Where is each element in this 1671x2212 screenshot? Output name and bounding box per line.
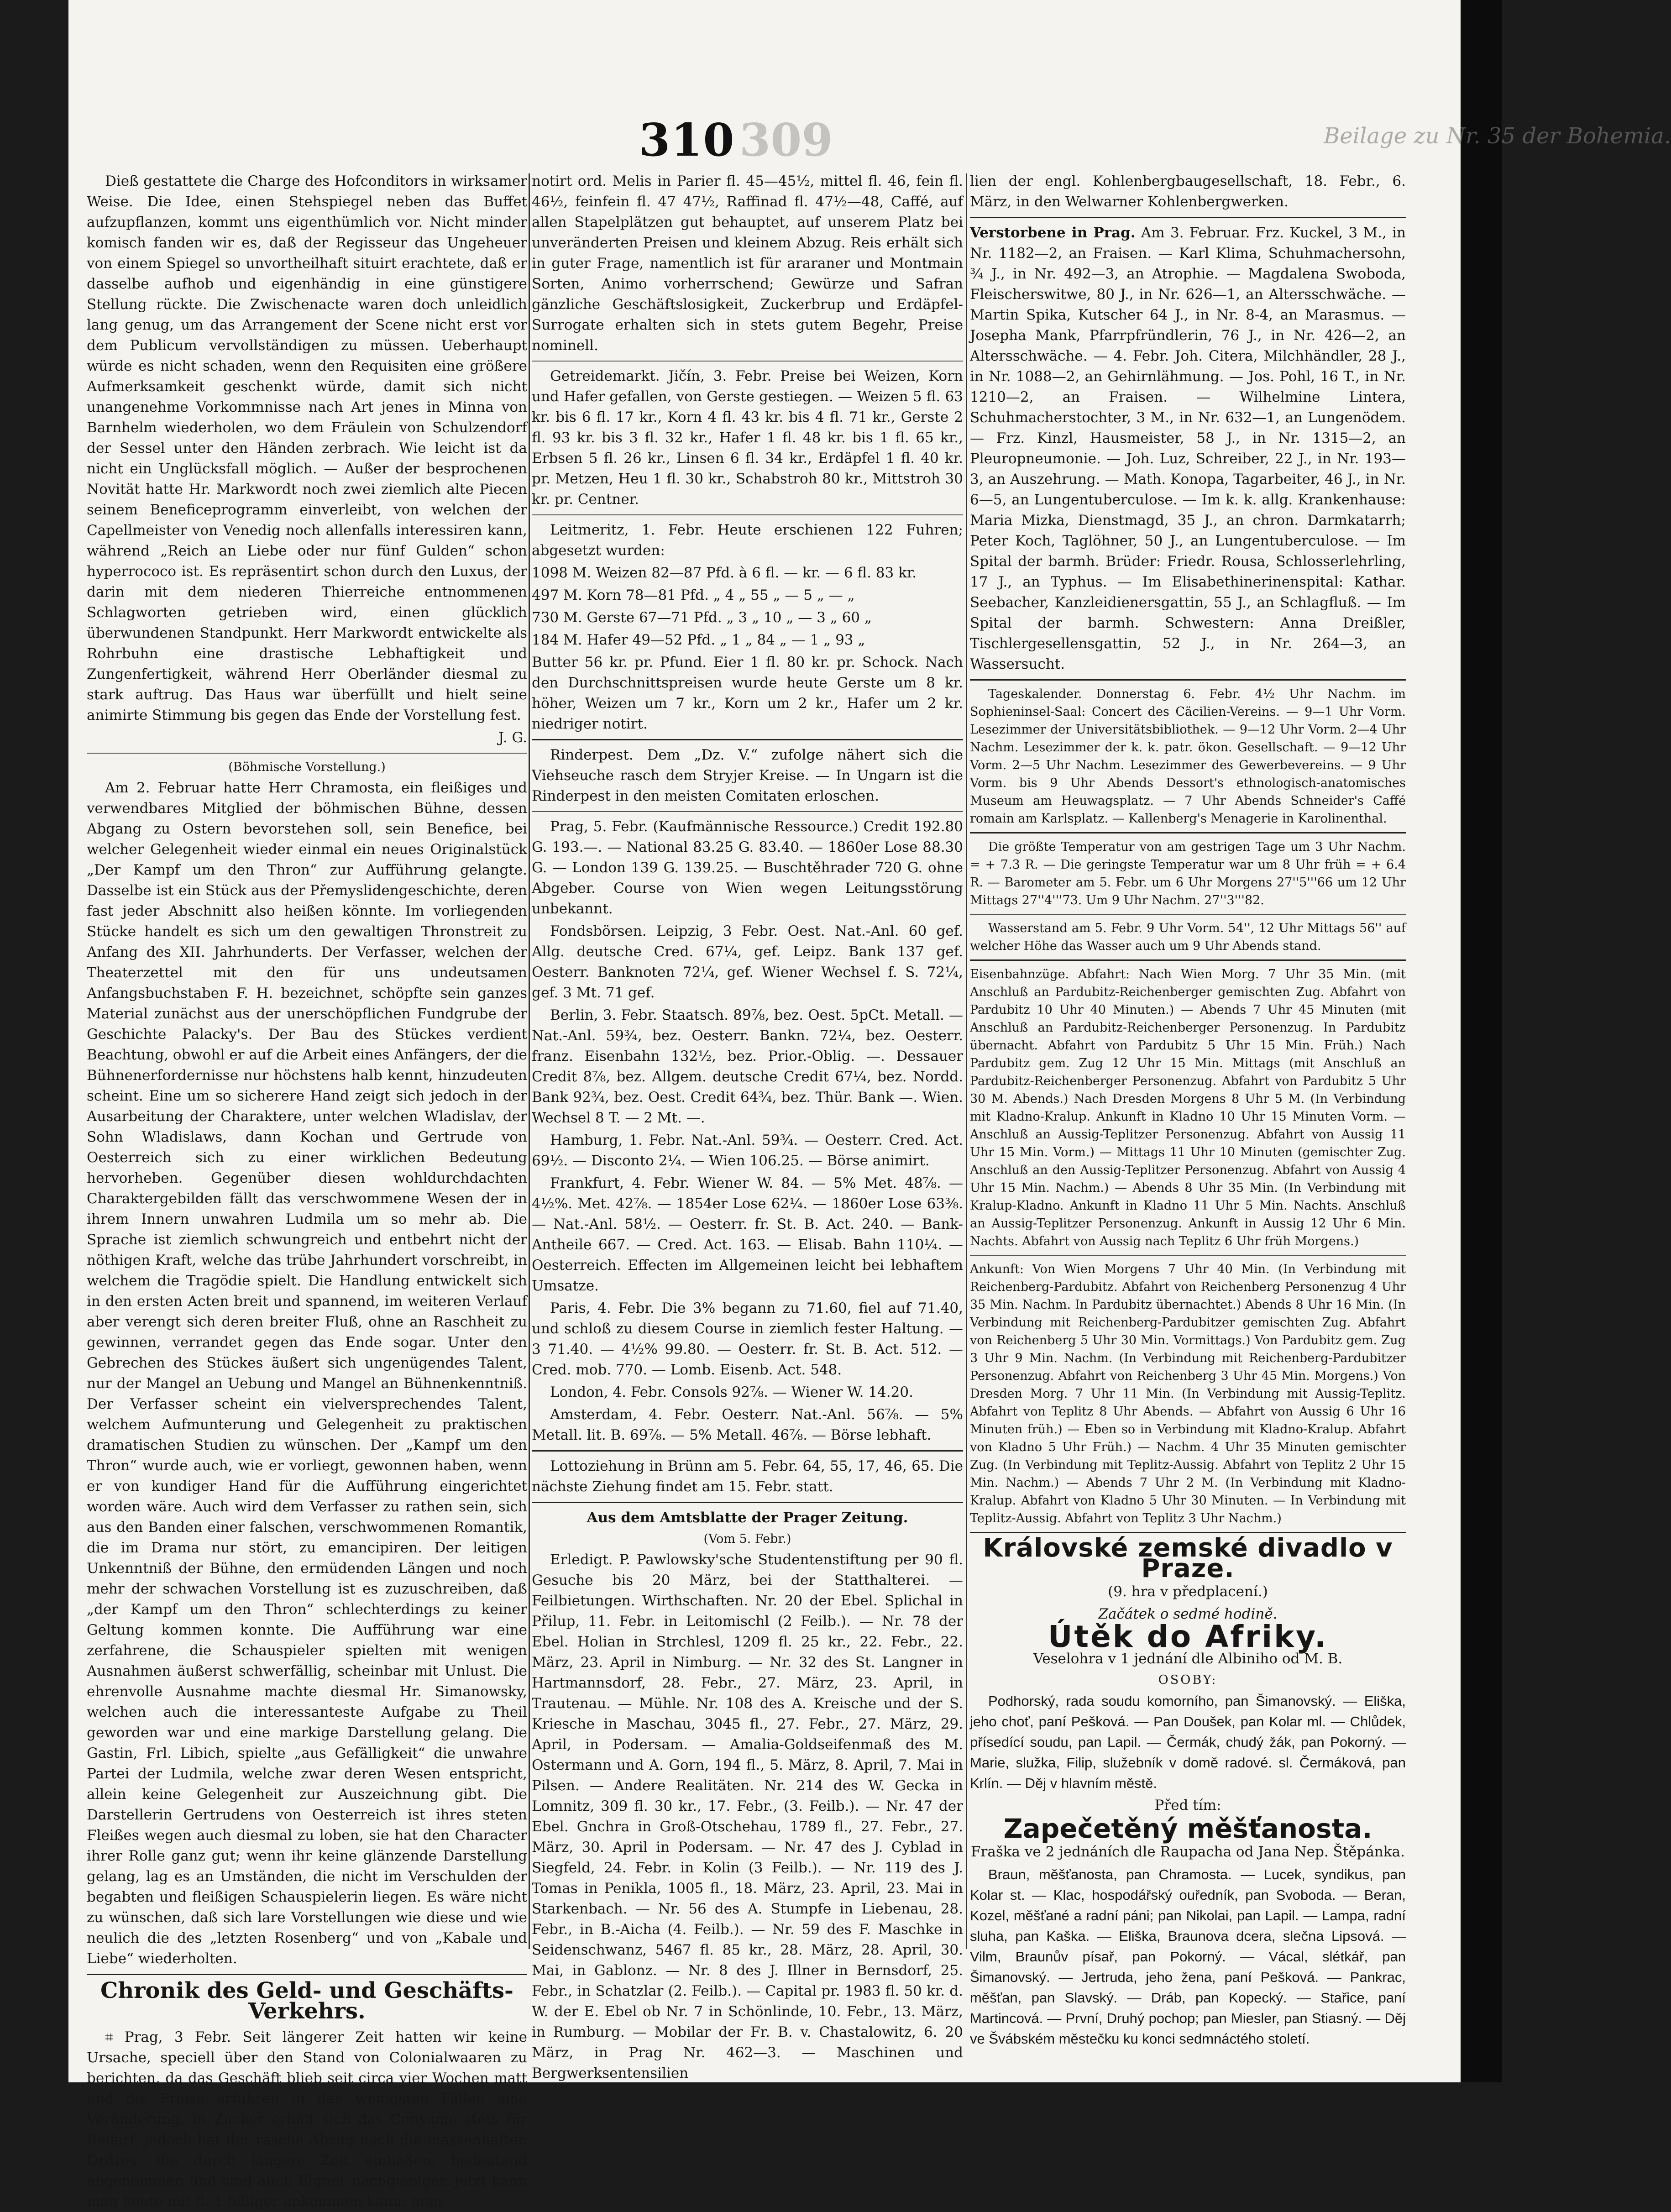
eisenbahn-abfahrt: Eisenbahnzüge. Abfahrt: Nach Wien Morg. 7 Uhr 35 Min. (mit Anschluß an Pardubitz-Reichenberger gemischten Zug. Abfahrt von Pardubitz 10 Uhr 40 Minuten.) — Abends 7 Uhr 45 Minuten (mit Anschluß an Pardubitz-Reichenberger Personenzug. In Pardubitz übernacht. Abfahrt von Pardubitz 5 Uhr 15 Min. Früh.) Nach Pardubitz gem. Zug 12 Uhr 15 Min. Mittags (mit Anschluß an Pardubitz-Reichenberger Personenzug. Abfahrt von Pardubitz 5 Uhr 30 M. Abends.) Nach Dresden Morgens 8 Uhr 5 M. (In Verbindung mit Kladno-Kralup. Ankunft in Kladno 10 Uhr 15 Minuten Vorm. — Anschluß an Aussig-Teplitzer Personenzug. Abfahrt von Aussig 11 Uhr 15 Min. Vorm.) — Mittags 11 Uhr 10 Minuten (gemischter Zug. Anschluß an den Aussig-Teplitzer Personenzug. Abfahrt von Aussig 4 Uhr 15 Min. Nachm.) — Abends 8 Uhr 35 Min. (In Verbindung mit Kralup-Kladno. Ankunft in Kladno 11 Uhr 5 Min. Nachts. Anschluß an Aussig-Teplitzer Personenzug. Ankunft in Aussig 12 Uhr 6 Min. Nachts. Abfahrt von Aussig nach Teplitz 6 Uhr früh Morgens.) — [970, 967, 1406, 1248]
verstorbene-text: Am 3. Februar. Frz. Kuckel, 3 M., in Nr. 1182—2, an Fraisen. — Karl Klima, Schuhmachersohn, ¾ J., in Nr. 492—3, an Atrophie. — Magdalena Swoboda, Fleischerswitwe, 80 J., in Nr. 626—1, an Altersschwäche. — Martin Spika, Kutscher 64 J., in Nr. 8-4, an Marasmus. — Josepha Mank, Pfarrpfründlerin, 76 J., in Nr. 426—2, an Altersschwäche. — 4. Febr. Joh. Citera, Milchhändler, 28 J., in Nr. 1088—2, an Gehirnlähmung. — Jos. Pohl, 16 T., in Nr. 1210—2, an Fraisen. — Wilhelmine Lintera, Schuhmacherstochter, 3 M., in Nr. 632—1, an Lungenödem. — Frz. Kinzl, Hausmeister, 58 J., in Nr. 1315—2, an Pleuropneumonie. — Joh. Luz, Schreiber, 22 J., in Nr. 193—3, an Auszehrung. — Math. Konopa, Tagarbeiter, 46 J., in Nr. 6—5, an Lungentuberculose. — Im k. k. allg. Krankenhause: Maria Mizka, Dienstmagd, 35 J., an chron. Darmkatarrh; Peter Koch, Taglöhner, 50 J., an Lungentuberculose. — Im Spital der barmh. Brüder: Friedr. Rousa, Schlosserlehrling, 17 J., an Typhus. — Im Elisabethinerinenspital: Kathar. Seebacher, Kanzleidienersgattin, 55 J., an Schlagfluß. — Im Spital der barmh. Schwestern: Anna Dreißler, Tischlergesellensgattin, 52 J., in Nr. 264—3, an Wassersucht. — [970, 225, 1406, 672]
eisenbahn-ankunft: Ankunft: Von Wien Morgens 7 Uhr 40 Min. (In Verbindung mit Reichenberg-Pardubitz. Abfahrt von Reichenberg Personenzug 4 Uhr 35 Min. Nachm. In Pardubitz übernachtet.) Abends 8 Uhr 16 Min. (In Verbindung mit Reichenberg-Pardubitzer gemischten Zug. Abfahrt von Reichenberg 5 Uhr 30 Min. Vormittags.) Von Pardubitz gem. Zug 3 Uhr 9 Min. Nachm. (In Verbindung mit Reichenberg-Pardubitzer Personenzug. Abfahrt von Reichenberg 3 Uhr 45 Min. Morgens.) Von Dresden Morg. 7 Uhr 11 Min. (In Verbindung mit Aussig-Teplitz. Abfahrt von Teplitz 8 Uhr Abends. — Abfahrt von Aussig 6 Uhr 16 Minuten früh.) — Eben so in Verbindung mit Kladno-Kralup. Abfahrt von Kladno 5 Uhr Früh.) — Nachm. 4 Uhr 35 Minuten gemischter Zug. (In Verbindung mit Teplitz-Aussig. Abfahrt von Teplitz 2 Uhr 15 Min. Nachm.) — Abends 7 Uhr 2 M. (In Verbindung mit Kladno-Kralup. Abfahrt von Kladno 5 Uhr 30 Minuten. — In Verbindung mit Teplitz-Aussig. Abfahrt von Teplitz 3 Uhr Nachm.) — [970, 1262, 1406, 1525]
divider — [970, 1255, 1406, 1256]
market-paragraph: Butter 56 kr. pr. Pfund. Eier 1 fl. 80 kr. pr. Schock. Nach den Durchschnittspreisen wurde heute Gerste um 8 kr. höher, Weizen um 7 kr., Korn um 2 kr., Hafer um 2 kr. niedriger notirt. — [532, 654, 963, 732]
theatre-title: Královské zemské divadlo v Praze. — [983, 1533, 1393, 1583]
exchange-paragraph: Amsterdam, 4. Febr. Oesterr. Nat.-Anl. 56⅞. — 5% Metall. lit. B. 69⅞. — 5% Metall. 46⅞. — Börse lebhaft. — [532, 1406, 963, 1443]
amtsblatt-title: Aus dem Amtsblatte der Prager Zeitung. — [587, 1510, 908, 1526]
divider — [970, 679, 1406, 681]
divider — [87, 753, 527, 754]
column-1 — [87, 171, 527, 2210]
market-row: 497 M. Korn 78—81 Pfd. „ 4 „ 55 „ — 5 „ — „ — [532, 587, 855, 603]
exchange-paragraph: Paris, 4. Febr. Die 3% begann zu 71.60, fiel auf 71.40, und schloß zu diesem Course in ziemlich fester Haltung. — 3 71.40. — 4½% 99.80. — Oesterr. fr. St. B. Act. 512. — Cred. mob. 770. — Lomb. Eisenb. Act. 548. — [532, 1300, 963, 1378]
verstorbene-title: Verstorbene in Prag. — [970, 225, 1136, 241]
review-paragraph: Dieß gestattete die Charge des Hofconditors in wirksamer Weise. Die Idee, einen Stehspiegel neben das Buffet aufzupflanzen, kommt uns eigenthümlich vor. Nicht minder komisch fanden wir es, daß der Regisseur das Ungeheuer von einem Spiegel so unvortheilhaft situirt erachtete, daß er dasselbe aufhob und eigenhändig in eine günstigere Stellung rückte. Die Zwischenacte waren doch unleidlich lang genug, um das Arrangement der Scene nicht erst vor dem Publicum vervollständigen zu müssen. Ueberhaupt würde es nicht schaden, wenn den Requisiten eine größere Aufmerksamkeit geschenkt würde, damit sich nicht unangenehme Vorkommnisse nach Art jenes in Minna von Barnhelm wiederholen, wo dem Fräulein von Schulzendorf der Sessel unter den Händen zerbrach. Wie leicht ist da nicht ein Unglücksfall möglich. — Außer der besprochenen Novität hatte Hr. Markwordt noch zwei ziemlich alte Piecen seinem Beneficeprogramm einverleibt, von welchen der Capellmeister von Venedig noch allenfalls interessiren kann, während „Reich an Liebe oder nur fünf Gulden“ schon hyperrococo ist. Es repräsentirt schon durch den Luxus, der darin mit dem niederen Thierreiche entnommenen Schlagworten getrieben wird, einen glücklich überwundenen Standpunkt. Herr Markwordt entwickelte als Rohrbuhn eine drastische Lebhaftigkeit und Zungenfertigkeit, während Herr Oberländer diesmal zu stark auftrug. Das Haus war überfüllt und hielt seine animirte Stimmung bis gegen das Ende der Vorstellung fest. — [87, 173, 527, 723]
play-subtitle: Fraška ve 2 jednáních dle Raupacha od Jana Nep. Štěpánka. — [971, 1844, 1405, 1860]
market-row: 730 M. Gerste 67—71 Pfd. „ 3 „ 10 „ — 3 „ 60 „ — [532, 609, 872, 626]
column-2 — [532, 171, 963, 2081]
exchange-paragraph: London, 4. Febr. Consols 92⅞. — Wiener W. 14.20. — [550, 1384, 913, 1400]
amtsblatt-date: (Vom 5. Febr.) — [703, 1532, 791, 1546]
theatre-start: Začátek o sedmé hodině. — [1098, 1606, 1278, 1622]
market-paragraph: ⌗ Prag, 3 Febr. Seit längerer Zeit hatten wir keine Ursache, speciell über den Stand von Colonialwaaren zu berichten, da das Geschäft blieb seit circa vier Wochen matt und die Preise erfuhren in den wenigsten Fällen eine Veränderung. In Zucker erhält sich das Consumo stets für Bedarf, jedoch hat der rasche Abzug nach die massenhaften Ordres, die durch längere Zeit einließen, bedeutend abgenommen und sind auch Eigner nachgiebiger, jetzt kann man heute mit fl. 1 billiger ankommen kann; man — [87, 2029, 527, 2210]
preceding-heading: Před tím: — [1154, 1797, 1221, 1814]
column-3 — [970, 171, 1406, 2056]
market-row: 1098 M. Weizen 82—87 Pfd. à 6 fl. — kr. — 6 fl. 83 kr. — [532, 565, 917, 581]
amtsblatt-text: Erledigt. P. Pawlowsky'sche Studentenstiftung per 90 fl. Gesuche bis 20 März, bei der Statthalterei. — Feilbietungen. Wirthschaften. Nr. 20 der Ebel. Splichal in Přilup, 11. Febr. in Leitomischl (2 Feilb.). — Nr. 78 der Ebel. Holian in Strchlesl, 1209 fl. 25 kr., 22. Febr., 22. März, 23. April in Nimburg. — Nr. 32 des St. Langner in Hartmannsdorf, 28. Febr., 27. März, 23. April, in Trautenau. — Mühle. Nr. 108 des A. Kreische und der S. Kriesche in Maschau, 3045 fl., 27. Febr., 27. März, 29. April, in Podersam. — Amalia-Goldseifenmaß des M. Ostermann und A. Gorn, 194 fl., 5. März, 8. April, 7. Mai in Pilsen. — Andere Realitäten. Nr. 214 des W. Gecka in Lomnitz, 309 fl. 30 kr., 17. Febr., (3. Feilb.). — Nr. 47 der Ebel. Gnchra in Groß-Otschehau, 1789 fl., 27. Febr., 27. März, 30. April in Podersam. — Nr. 47 des J. Cyblad in Siegfeld, 24. Febr. in Kolin (3 Feilb.). — Nr. 119 des J. Tomas in Penikla, 1005 fl., 18. März, 23. April, 23. Mai in Starkenbach. — Nr. 56 des A. Stumpfe in Liebenau, 28. Febr., in B.-Aicha (4. Feilb.). — Nr. 59 des F. Maschke in Seidenschwanz, 5467 fl. 85 kr., 28. März, 28. April, 30. Mai, in Gablonz. — Nr. 8 des J. Illner in Bernsdorf, 25. Febr., in Schatzlar (2. Feilb.). — Capital pr. 1983 fl. 50 kr. d. W. der E. Ebel ob Nr. 7 in Schönlinde, 10. Febr., 13. März, in Rumburg. — Mobilar der Fr. B. v. Chastalowitz, 6. 20 März, in Prag Nr. 462—3. — Maschinen und Bergwerksentensilien — [532, 1552, 963, 2081]
divider — [532, 739, 963, 740]
theatre-subscription: (9. hra v předplacení.) — [1108, 1583, 1268, 1600]
column-divider — [966, 173, 967, 1949]
divider — [532, 1450, 963, 1452]
cast-heading: OSOBY: — [1158, 1673, 1218, 1687]
temperatur: Die größte Temperatur von am gestrigen Tage um 3 Uhr Nachm. = + 7.3 R. — Die geringste Temperatur war um 8 Uhr früh = + 6.4 R. — Barometer am 5. Febr. um 6 Uhr Morgens 27''5'''66 um 12 Uhr Mittags 27''4'''73. Um 9 Uhr Nachm. 27''3'''82. — [970, 840, 1406, 907]
divider — [970, 217, 1406, 218]
wasserstand: Wasserstand am 5. Febr. 9 Uhr Vorm. 54'', 12 Uhr Mittags 56'' auf welcher Höhe das Wasser auch um 9 Uhr Abends stand. — [970, 921, 1406, 953]
divider — [87, 1974, 527, 1975]
market-paragraph: Getreidemarkt. Jičín, 3. Febr. Preise bei Weizen, Korn und Hafer gefallen, von Gerste gestiegen. — Weizen 5 fl. 63 kr. bis 6 fl. 17 kr., Korn 4 fl. 43 kr. bis 4 fl. 71 kr., Gerste 2 fl. 93 kr. bis 3 fl. 32 kr., Hafer 1 fl. 48 kr. bis 1 fl. 65 kr., Erbsen 5 fl. 26 kr., Linsen 6 fl. 34 kr., Erdäpfel 1 fl. 40 kr. pr. Metzen, Heu 1 fl. 30 kr., Schabstroh 80 kr., Mittstroh 30 kr. pr. Centner. — [532, 368, 963, 508]
divider — [970, 832, 1406, 833]
play-subtitle: Veselohra v 1 jednání dle Albiniho od M. B. — [1033, 1651, 1343, 1667]
chronik-title: Chronik des Geld- und Geschäfts-Verkehrs. — [100, 1978, 513, 2024]
exchange-paragraph: Prag, 5. Febr. (Kaufmännische Ressource.) Credit 192.80 G. 193.—. — National 83.25 G. 83.40. — 1860er Lose 88.30 G. — London 139 G. 139.25. — Buschtěhrader 720 G. ohne Abgeber. Course von Wien wegen Leitungsstörung unbekannt. — [532, 818, 963, 917]
cast-list: Podhorský, rada soudu komorního, pan Šimanovský. — Eliška, jeho choť, paní Pešková. — Pan Doušek, pan Kolar ml. — Chlůdek, přísedící soudu, pan Lapil. — Čermák, chudý žák, pan Pokorný. — Marie, služka, Filip, služebník v domě radové. sl. Čermáková, pan Krlín. — Děj v hlavním městě. — [970, 1693, 1406, 1791]
divider — [970, 914, 1406, 915]
divider — [532, 361, 963, 362]
author-signature: J. G. — [498, 729, 527, 746]
divider — [532, 811, 963, 812]
news-paragraph: Rinderpest. Dem „Dz. V.“ zufolge nähert sich die Viehseuche rasch dem Stryjer Kreise. — In Ungarn ist die Rinderpest in den meisten Comitaten erloschen. — [532, 747, 963, 804]
exchange-paragraph: Hamburg, 1. Febr. Nat.-Anl. 59¾. — Oesterr. Cred. Act. 69½. — Disconto 2¼. — Wien 106.25. — Börse animirt. — [532, 1132, 963, 1169]
divider — [532, 1502, 963, 1503]
market-paragraph: Leitmeritz, 1. Febr. Heute erschienen 122 Fuhren; abgesetzt wurden: — [532, 522, 963, 559]
bleed-through-title: Beilage zu Nr. 35 der Bohemia. — [1324, 123, 1671, 149]
exchange-paragraph: Berlin, 3. Febr. Staatsch. 89⅞, bez. Oest. 5pCt. Metall. — Nat.-Anl. 59¾, bez. Oesterr. Bankn. 72¼, bez. Oesterr. franz. Eisenbahn 132½, bez. Prior.-Oblig. —. Dessauer Credit 8⅞, bez. Allgem. deutsche Credit 67¼, bez. Nordd. Bank 92¾, bez. Oest. Credit 64¾, bez. Thür. Bank —. Wien. Wechsel 8 T. — 2 Mt. —. — [532, 1007, 963, 1126]
market-paragraph: notirt ord. Melis in Parier fl. 45—45½, mittel fl. 46, fein fl. 46½, feinfein fl. 47 47½, Raffinad fl. 47½—48, Caffé, auf allen Stapelplätzen gut behauptet, auf unserem Platz bei unveränderten Preisen und kleinem Abzug. Reis erhält sich in guter Frage, namentlich ist für araraner und Montmain Sorten, Animo vorherrschend; Gewürze und Safran gänzliche Geschäftslosigkeit, Zuckerbrup und Erdäpfel-Surrogate erhalten sich in stets gutem Begehr, Preise nominell. — [532, 173, 963, 354]
divider — [532, 514, 963, 515]
exchange-paragraph: Frankfurt, 4. Febr. Wiener W. 84. — 5% Met. 48⅞. — 4½%. Met. 42⅞. — 1854er Lose 62¼. — 1860er Lose 63⅜. — Nat.-Anl. 58½. — Oesterr. fr. St. B. Act. 240. — Bank-Antheile 667. — Cred. Act. 163. — Elisab. Bahn 110¼. — Oesterreich. Effecten im Allgemeinen leicht bei lebhaftem Umsatze. — [532, 1175, 963, 1294]
tageskalender: Tageskalender. Donnerstag 6. Febr. 4½ Uhr Nachm. im Sophieninsel-Saal: Concert des Cäcilien-Vereins. — 9—1 Uhr Vorm. Lesezimmer der Universitätsbibliothek. — 9—12 Uhr Vorm. 2—4 Uhr Nachm. Lesezimmer der k. k. patr. ökon. Gesellschaft. — 9—12 Uhr Vorm. 2—5 Uhr Nachm. Lesezimmer des Gewerbevereins. — 9 Uhr Vorm. bis 9 Uhr Abends Dessort's ethnologisch-anatomisches Museum am Heuwagsplatz. — 7 Uhr Abends Schneider's Caffé romain am Karlsplatz. — Kallenberg's Menagerie in Karolinenthal. — [970, 687, 1406, 826]
page-number: 310 — [639, 114, 735, 167]
cast-list: Braun, měšťanosta, pan Chramosta. — Lucek, syndikus, pan Kolar st. — Klac, hospodářský ouředník, pan Svoboda. — Beran, Kozel, měšťané a radní páni; pan Nikolai, pan Lapil. — Lampa, radní sluha, pan Kaška. — Eliška, Braunova dcera, slečna Lipsová. — Vilm, Braunův písař, pan Pokorný. — Vácal, slétkář, pan Šimanovský. — Jertruda, jeho žena, paní Pešková. — Pankrac, měšťan, pan Slavský. — Dráb, pan Kopecký. — Stařice, paní Martincová. — První, Druhý pochop; pan Miesler, pan Stiasný. — Děj ve Švábském městečku ku konci sedmnáctého století. — [970, 1866, 1406, 2047]
news-paragraph: lien der engl. Kohlenbergbaugesellschaft, 18. Febr., 6. März, in den Welwarner Kohlenbergwerken. — [970, 173, 1406, 210]
play-title: Zapečetěný měšťanosta. — [1003, 1813, 1372, 1844]
scan-edge — [1461, 0, 1502, 2082]
bleed-through-number: 309 — [739, 114, 833, 167]
lotto-paragraph: Lottoziehung in Brünn am 5. Febr. 64, 55, 17, 46, 65. Die nächste Ziehung findet am 15. Febr. statt. — [532, 1458, 963, 1495]
section-heading: (Böhmische Vorstellung.) — [228, 760, 386, 774]
exchange-paragraph: Fondsbörsen. Leipzig, 3 Febr. Oest. Nat.-Anl. 60 gef. Allg. deutsche Cred. 67¼, gef. Leipz. Bank 137 gef. Oesterr. Banknoten 72¼, gef. Wiener Wechsel f. S. 72¼, gef. 3 Mt. 71 gef. — [532, 923, 963, 1001]
column-divider — [529, 173, 530, 1949]
market-row: 184 M. Hafer 49—52 Pfd. „ 1 „ 84 „ — 1 „ 93 „ — [532, 632, 865, 648]
review-paragraph: Am 2. Februar hatte Herr Chramosta, ein fleißiges und verwendbares Mitglied der böhmischen Bühne, dessen Abgang zu Ostern bevorstehen soll, sein Benefice, bei welcher Gelegenheit wieder einmal ein neues Originalstück „Der Kampf um den Thron“ zur Aufführung gelangte. Dasselbe ist ein Stück aus der Přemyslidengeschichte, deren fast jeder Abschnitt also heißen könnte. Im vorliegenden Stücke handelt es sich um den gewaltigen Thronstreit zu Anfang des XII. Jahrhunderts. Der Verfasser, welchen der Theaterzettel mit den für uns undeutsamen Anfangsbuchstaben F. H. bezeichnet, schöpfte sein ganzes Material zunächst aus der unerschöpflichen Fundgrube der Geschichte Palacky's. Der Bau des Stückes verdient Beachtung, obwohl er auf die Arbeit eines Anfängers, der die Bühnenerfordernisse nur höchstens halb kennt, hinzudeuten scheint. Eine um so sicherere Hand zeigt sich jedoch in der Ausarbeitung der Charaktere, unter welchen Wladislav, der Sohn Wladislaws, dann Kochan und Gertrude von Oesterreich sich zu einer wirklichen Bedeutung hervorheben. Gegenüber diesen wohldurchdachten Charaktergebilden fällt das verschwommene Wesen der in ihrem Innern unwahren Ludmila um so mehr ab. Die Sprache ist ziemlich schwungreich und entbehrt nicht der nöthigen Kraft, welche das trübe Jahrhundert vorschreibt, in welchem die Tragödie spielt. Die Handlung entwickelt sich in den ersten Acten breit und spannend, im weiteren Verlauf aber verengt sich deren breiter Fluß, ohne an Raschheit zu gewinnen, verrandet gegen das Ende sogar. Unter den Gebrechen des Stückes äußert sich ungenügendes Talent, nur der Mangel an Uebung und Mangel an Bühnenkenntniß. Der Verfasser scheint ein vielversprechendes Talent, welchem Aufmunterung und Gelegenheit zu praktischen dramatischen Studien zu wünschen. Der „Kampf um den Thron“ wurde auch, wie er vorliegt, gewonnen haben, wenn er von kundiger Hand für die Aufführung eingerichtet worden wäre. Auch wird dem Verfasser zu rathen sein, sich aus den Banden einer falschen, verschwommenen Romantik, die im Drama nur stört, zu emancipiren. Der leitigen Unkenntniß der Bühne, den ermüdenden Längen und noch mehr der schwachen Vorstellung ist es zuzuschreiben, daß „der Kampf um den Thron“ schlechterdings zu keiner Geltung kommen konnte. Die Aufführung war eine zerfahrene, die Schauspieler spielten mit wenigen Ausnahmen äußerst schwerfällig, scheinbar mit Unlust. Die ehrenvolle Ausnahme machte diesmal Hr. Simanowsky, welchen auch die interessanteste Aufgabe zu Theil geworden war und eine markige Darstellung gelang. Die Gastin, Frl. Libich, spielte „aus Gefälligkeit“ die unwahre Partei der Ludmila, welche zwar deren Wesen entspricht, allein keine Gelegenheit zur Auszeichnung gibt. Die Darstellerin Gertrudens von Oesterreich ist ihres steten Fleißes wegen auch diesmal zu loben, sie hat den Character ihrer Rolle ganz gut; wenn ihr keine glänzende Darstellung gelang, lag es an Umständen, die nicht im Verschulden der begabten und fleißigen Schauspielerin liegen. Es wäre nicht zu wünschen, daß sich lare Vorstellungen wie diese und wie neulich die des „letzten Rosenberg“ und von „Kabale und Liebe“ wiederholten. — [87, 780, 527, 1967]
play-title: Útěk do Afriky. — [1048, 1619, 1328, 1654]
divider — [970, 959, 1406, 961]
